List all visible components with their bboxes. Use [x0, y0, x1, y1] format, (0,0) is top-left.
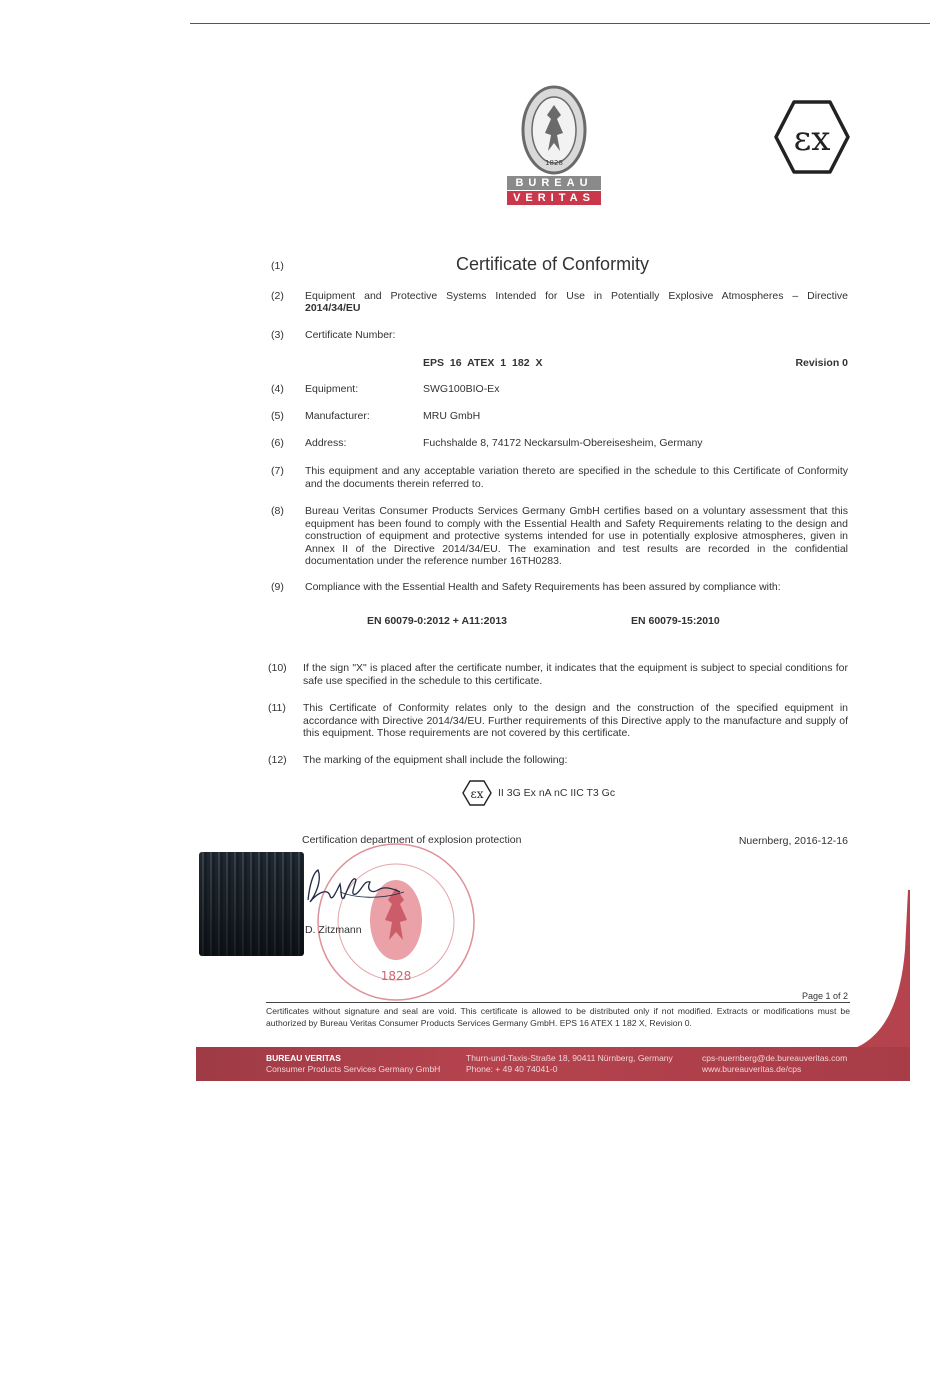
manufacturer-label: Manufacturer: — [305, 410, 370, 422]
svg-text:1828: 1828 — [545, 159, 563, 167]
item-number-1: (1) — [271, 260, 284, 272]
item-number-3: (3) — [271, 329, 284, 341]
certificate-number: EPS 16 ATEX 1 182 X — [423, 357, 543, 369]
top-rule — [190, 23, 930, 24]
certificate-number-label: Certificate Number: — [305, 329, 396, 341]
handwritten-signature-icon — [300, 862, 410, 912]
footer-company-division: Consumer Products Services Germany GmbH — [266, 1064, 441, 1074]
equipment-value: SWG100BIO-Ex — [423, 383, 500, 395]
equipment-marking — [462, 780, 615, 806]
place-and-date: Nuernberg, 2016-12-16 — [738, 835, 848, 847]
svg-text:εx: εx — [470, 787, 484, 801]
manufacturer-value: MRU GmbH — [423, 410, 481, 422]
item-number-10: (10) — [268, 662, 287, 674]
ex-marking-icon — [462, 780, 492, 806]
footer-company — [266, 1053, 440, 1075]
item-8-text: Bureau Veritas Consumer Products Services Germany GmbH certifies based on a voluntary assessment that this equipment has been found to comply with the Essential Health and Safety Requirements relating to the design and construction of equipment and protective systems intended for use in potentially explosive atmospheres, given in Annex II of the Directive 2014/34/EU. The examination and test results are recorded in the confidential documentation under the reference number 16TH0283. — [305, 505, 848, 567]
footer-address — [466, 1053, 673, 1075]
item-7-text: This equipment and any acceptable variation thereto are specified in the schedule to this Certificate of Conformity and the documents therein referred to. — [305, 465, 848, 490]
decorative-red-corner — [850, 890, 910, 1050]
item-2-directive: 2014/34/EU — [305, 302, 361, 314]
equipment-label: Equipment: — [305, 383, 359, 395]
svg-text:1828: 1828 — [380, 969, 412, 983]
footer-phone: Phone: + 49 40 74041-0 — [466, 1064, 558, 1074]
standard-en-60079-0: EN 60079-0:2012 + A11:2013 — [367, 615, 508, 627]
item-number-11: (11) — [268, 702, 286, 714]
address-label: Address: — [305, 437, 347, 449]
item-12-text: The marking of the equipment shall include the following: — [303, 754, 568, 766]
bureau-wordmark: BUREAU — [507, 176, 601, 190]
ex-hexagon-icon — [774, 100, 850, 174]
page-label: Page 1 of 2 — [801, 991, 848, 1001]
item-11-text: This Certificate of Conformity relates only to the design and the construction of the specified equipment in accordance with Directive 2014/34/EU. Further requirements of this Directive apply to the manufacture and supply of this equipment. Those requirements are not covered by this certificate. — [303, 702, 848, 739]
footer-website: www.bureauveritas.de/cps — [702, 1064, 802, 1074]
standard-en-60079-15: EN 60079-15:2010 — [631, 615, 720, 627]
footer-contact — [702, 1053, 847, 1075]
bureau-veritas-logo — [507, 85, 603, 207]
item-number-6: (6) — [271, 437, 284, 449]
signer-name: D. Zitzmann — [305, 924, 362, 936]
disclaimer-text: Certificates without signature and seal are void. This certificate is allowed to be distributed only if not modified. Extracts or modifications must be authorized by Bureau Veritas Consumer Products Services Germany GmbH. EPS 16 ATEX 1 182 X, Revision 0. — [266, 1006, 850, 1028]
item-number-4: (4) — [271, 383, 284, 395]
item-number-5: (5) — [271, 410, 284, 422]
item-number-12: (12) — [268, 754, 287, 766]
item-2-text-line1: Equipment and Protective Systems Intended for Use in Potentially Explosive Atmospheres – Directive — [305, 290, 848, 302]
veritas-wordmark: VERITAS — [507, 191, 601, 205]
item-9-text: Compliance with the Essential Health and Safety Requirements has been assured by compliance with: — [305, 581, 781, 593]
item-number-9: (9) — [271, 581, 284, 593]
item-10-text: If the sign "X" is placed after the certificate number, it indicates that the equipment is subject to special conditions for safe use specified in the schedule to this certificate. — [303, 662, 848, 687]
item-number-8: (8) — [271, 505, 284, 517]
item-number-2: (2) — [271, 290, 284, 302]
footer-street: Thurn-und-Taxis-Straße 18, 90411 Nürnberg, Germany — [466, 1053, 673, 1063]
certificate-title: Certificate of Conformity — [456, 254, 650, 274]
item-number-7: (7) — [271, 465, 284, 477]
footer-company-name: BUREAU VERITAS — [266, 1053, 341, 1063]
footer-rule — [266, 1002, 850, 1003]
hologram-sticker — [199, 852, 304, 956]
certification-department: Certification department of explosion protection — [302, 834, 522, 846]
bureau-veritas-seal-icon — [521, 85, 587, 175]
address-value: Fuchshalde 8, 74172 Neckarsulm-Obereisesheim, Germany — [423, 437, 703, 449]
marking-text: II 3G Ex nA nC IIC T3 Gc — [498, 787, 616, 799]
revision-number: Revision 0 — [795, 357, 848, 369]
footer-email: cps-nuernberg@de.bureauveritas.com — [702, 1053, 848, 1063]
svg-text:εx: εx — [793, 119, 831, 159]
